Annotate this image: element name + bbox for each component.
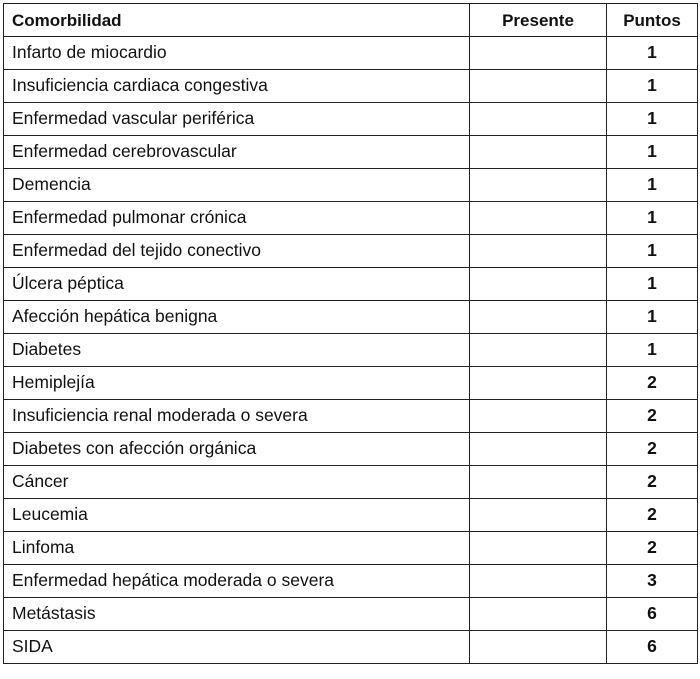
present-cell xyxy=(470,367,607,400)
table-row xyxy=(4,37,698,70)
comorbidity-name-cell: Hemiplejía xyxy=(4,367,470,400)
points-cell: 1 xyxy=(607,334,698,367)
present-cell xyxy=(470,334,607,367)
header-present: Presente xyxy=(470,4,607,37)
header-row xyxy=(4,4,698,37)
header-comorbidity: Comorbilidad xyxy=(4,4,470,37)
comorbidity-name-cell: SIDA xyxy=(4,631,470,664)
points-cell: 1 xyxy=(607,136,698,169)
comorbidity-name-cell: Cáncer xyxy=(4,466,470,499)
present-cell xyxy=(470,136,607,169)
points-cell: 6 xyxy=(607,631,698,664)
table-row xyxy=(4,136,698,169)
points-cell: 1 xyxy=(607,301,698,334)
points-cell: 1 xyxy=(607,235,698,268)
points-cell: 1 xyxy=(607,202,698,235)
comorbidity-name-cell: Leucemia xyxy=(4,499,470,532)
table-row xyxy=(4,433,698,466)
table-row xyxy=(4,532,698,565)
points-cell: 1 xyxy=(607,169,698,202)
points-cell: 2 xyxy=(607,433,698,466)
table-row xyxy=(4,598,698,631)
present-cell xyxy=(470,169,607,202)
table-row xyxy=(4,499,698,532)
comorbidity-name-cell: Metástasis xyxy=(4,598,470,631)
comorbidity-name-cell: Diabetes xyxy=(4,334,470,367)
comorbidity-name-cell: Diabetes con afección orgánica xyxy=(4,433,470,466)
points-cell: 2 xyxy=(607,400,698,433)
header-points: Puntos xyxy=(607,4,698,37)
table-row xyxy=(4,565,698,598)
points-cell: 1 xyxy=(607,268,698,301)
present-cell xyxy=(470,466,607,499)
points-cell: 2 xyxy=(607,466,698,499)
present-cell xyxy=(470,598,607,631)
comorbidity-table xyxy=(3,3,698,664)
comorbidity-name-cell: Insuficiencia renal moderada o severa xyxy=(4,400,470,433)
table-row xyxy=(4,169,698,202)
table-row xyxy=(4,70,698,103)
comorbidity-name-cell: Demencia xyxy=(4,169,470,202)
table-row xyxy=(4,334,698,367)
table-row xyxy=(4,103,698,136)
present-cell xyxy=(470,400,607,433)
points-cell: 2 xyxy=(607,499,698,532)
points-cell: 6 xyxy=(607,598,698,631)
table-row xyxy=(4,235,698,268)
comorbidity-name-cell: Enfermedad del tejido conectivo xyxy=(4,235,470,268)
present-cell xyxy=(470,532,607,565)
table-row xyxy=(4,367,698,400)
present-cell xyxy=(470,268,607,301)
comorbidity-name-cell: Enfermedad cerebrovascular xyxy=(4,136,470,169)
present-cell xyxy=(470,202,607,235)
present-cell xyxy=(470,565,607,598)
points-cell: 2 xyxy=(607,532,698,565)
points-cell: 1 xyxy=(607,37,698,70)
table-row xyxy=(4,400,698,433)
comorbidity-name-cell: Infarto de miocardio xyxy=(4,37,470,70)
table-row xyxy=(4,202,698,235)
table-row xyxy=(4,631,698,664)
points-cell: 2 xyxy=(607,367,698,400)
points-cell: 1 xyxy=(607,70,698,103)
comorbidity-name-cell: Enfermedad vascular periférica xyxy=(4,103,470,136)
points-cell: 3 xyxy=(607,565,698,598)
table-row xyxy=(4,301,698,334)
comorbidity-name-cell: Linfoma xyxy=(4,532,470,565)
present-cell xyxy=(470,301,607,334)
table-row xyxy=(4,268,698,301)
comorbidity-name-cell: Enfermedad hepática moderada o severa xyxy=(4,565,470,598)
present-cell xyxy=(470,499,607,532)
present-cell xyxy=(470,631,607,664)
present-cell xyxy=(470,235,607,268)
table-row xyxy=(4,466,698,499)
comorbidity-name-cell: Afección hepática benigna xyxy=(4,301,470,334)
comorbidity-name-cell: Enfermedad pulmonar crónica xyxy=(4,202,470,235)
comorbidity-name-cell: Insuficiencia cardiaca congestiva xyxy=(4,70,470,103)
present-cell xyxy=(470,37,607,70)
present-cell xyxy=(470,70,607,103)
points-cell: 1 xyxy=(607,103,698,136)
comorbidity-name-cell: Úlcera péptica xyxy=(4,268,470,301)
present-cell xyxy=(470,103,607,136)
present-cell xyxy=(470,433,607,466)
